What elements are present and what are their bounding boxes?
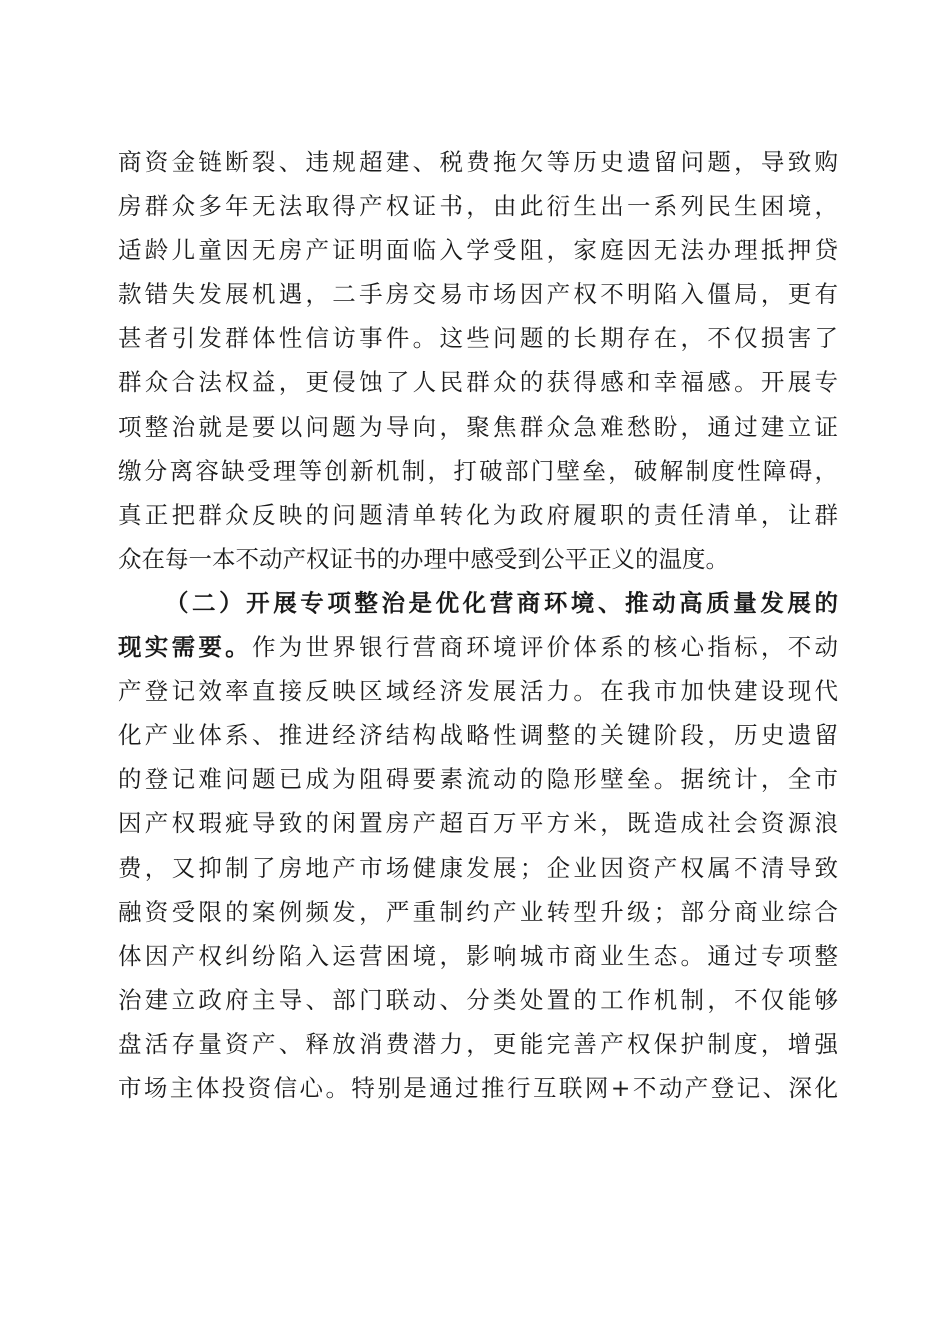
paragraph-2-line: 费，又抑制了房地产市场健康发展；企业因资产权属不清导致	[118, 853, 838, 882]
paragraph-1	[118, 140, 838, 581]
paragraph-2-line: 化产业体系、推进经济结构战略性调整的关键阶段，历史遗留	[118, 721, 838, 750]
paragraph-2-line: 产登记效率直接反映区域经济发展活力。在我市加快建设现代	[118, 677, 838, 706]
paragraph-1-line: 房群众多年无法取得产权证书，由此衍生出一系列民生困境，	[118, 192, 838, 221]
paragraph-1-line: 款错失发展机遇，二手房交易市场因产权不明陷入僵局，更有	[118, 280, 838, 309]
paragraph-2-line: 因产权瑕疵导致的闲置房产超百万平方米，既造成社会资源浪	[118, 809, 838, 838]
paragraph-2-line: 市场主体投资信心。特别是通过推行互联网+不动产登记、深化	[118, 1073, 838, 1102]
paragraph-1-line: 缴分离容缺受理等创新机制，打破部门壁垒，破解制度性障碍，	[118, 456, 838, 485]
paragraph-1-line: 甚者引发群体性信访事件。这些问题的长期存在，不仅损害了	[118, 324, 838, 353]
paragraph-2-line: 盘活存量资产、释放消费潜力，更能完善产权保护制度，增强	[118, 1029, 838, 1058]
section-heading-tail: 现实需要。	[118, 633, 252, 662]
paragraph-2-line	[118, 625, 838, 669]
paragraph-2	[118, 581, 838, 1110]
paragraph-1-line: 真正把群众反映的问题清单转化为政府履职的责任清单，让群	[118, 500, 838, 529]
paragraph-2-line: 治建立政府主导、部门联动、分类处置的工作机制，不仅能够	[118, 985, 838, 1014]
paragraph-2-line: 融资受限的案例频发，严重制约产业转型升级；部分商业综合	[118, 897, 838, 926]
section-heading	[118, 581, 838, 625]
paragraph-1-line: 群众合法权益，更侵蚀了人民群众的获得感和幸福感。开展专	[118, 368, 838, 397]
paragraph-2-line: 的登记难问题已成为阻碍要素流动的隐形壁垒。据统计，全市	[118, 765, 838, 794]
section-heading-text: （二）开展专项整治是优化营商环境、推动高质量发展的	[165, 588, 838, 617]
paragraph-2-first-sentence: 作为世界银行营商环境评价体系的核心指标，不动	[251, 633, 839, 662]
paragraph-2-line: 体因产权纠纷陷入运营困境，影响城市商业生态。通过专项整	[118, 941, 838, 970]
paragraph-1-line: 项整治就是要以问题为导向，聚焦群众急难愁盼，通过建立证	[118, 412, 838, 441]
document-body	[118, 140, 838, 1110]
paragraph-1-line: 众在每一本不动产权证书的办理中感受到公平正义的温度。	[118, 544, 729, 573]
paragraph-1-line: 适龄儿童因无房产证明面临入学受阻，家庭因无法办理抵押贷	[118, 236, 838, 265]
paragraph-1-line: 商资金链断裂、违规超建、税费拖欠等历史遗留问题，导致购	[118, 148, 838, 176]
